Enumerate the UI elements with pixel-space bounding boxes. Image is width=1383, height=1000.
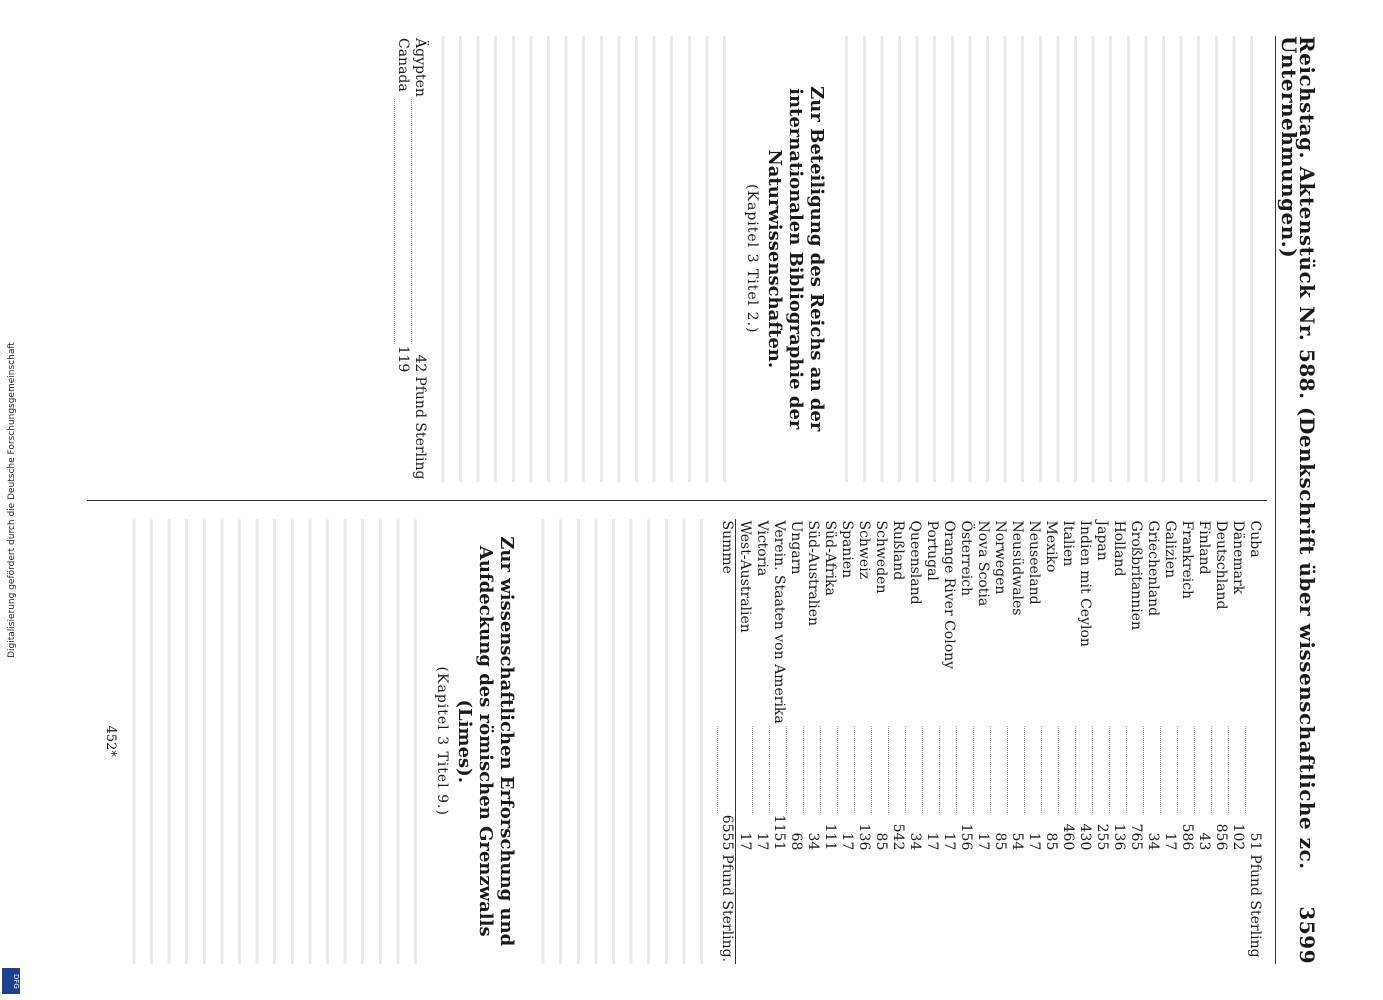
amount-cell: 156 (957, 823, 974, 851)
unreadable-body-text (434, 36, 734, 482)
signature-mark: 452* (102, 725, 118, 757)
column-divider (86, 500, 1266, 501)
leader-dots (1126, 726, 1143, 813)
amount-cell: 586 (1178, 823, 1195, 851)
country-cell: Ägypten (411, 38, 428, 97)
amount-cell: 102 (1229, 823, 1246, 851)
leader-dots (1228, 726, 1245, 813)
leader-dots (973, 726, 990, 813)
amount-row (939, 519, 956, 965)
amount-cell: 460 (1059, 823, 1076, 851)
unit-cell (1160, 852, 1177, 964)
amount-row (735, 519, 753, 965)
credit-text: Digitalisierung gefördert durch die Deutsche Forschungsgemeinschaft (7, 342, 17, 658)
amount-row (820, 519, 837, 965)
amount-cell: 34 (804, 832, 821, 851)
amount-cell: 255 (1093, 823, 1110, 851)
leader-dots (735, 726, 753, 813)
digitization-credit (0, 0, 24, 1000)
unit-cell (820, 852, 837, 964)
amount-cell: 17 (1025, 832, 1042, 851)
amount-row (769, 519, 786, 965)
section-title-bibliography: Zur Beteiligung des Reichs an der internationalen Bibliographie der Naturwissenschaften. (763, 86, 827, 432)
unit-cell: Pfund Sterling (1246, 854, 1263, 958)
amount-cell: 430 (1076, 823, 1093, 851)
leader-dots (411, 99, 428, 344)
leader-dots (922, 726, 939, 813)
leader-dots (888, 726, 905, 813)
unit-cell (956, 852, 973, 964)
leader-dots (1075, 726, 1092, 813)
unit-cell: Pfund Sterling (411, 376, 428, 480)
country-cell: Victoria (753, 520, 770, 577)
country-cell: Ungarn (787, 520, 804, 575)
unit-cell (1041, 852, 1058, 964)
unit-cell (803, 852, 820, 964)
amount-row (1092, 519, 1109, 965)
unit-cell (990, 852, 1007, 964)
amount-cell: 136 (855, 823, 872, 851)
amount-cell: 34 (906, 832, 923, 851)
country-cell: Deutschland (1212, 520, 1229, 610)
amount-cell: 17 (940, 832, 957, 851)
unit-cell (1228, 852, 1245, 964)
unit-cell (888, 852, 905, 964)
amount-cell: 542 (889, 823, 906, 851)
amount-row (1245, 519, 1262, 965)
chapter-ref-limes: (Kapitel 3 Titel 9.) (433, 666, 450, 816)
leader-dots (939, 726, 956, 813)
country-cell: Canada (394, 38, 411, 92)
amount-row (1109, 519, 1126, 965)
leader-dots (1177, 726, 1194, 813)
country-cell: Portugal (923, 520, 940, 581)
amount-row (1160, 519, 1177, 965)
country-cell: Rußland (889, 520, 906, 581)
unit-cell (1211, 852, 1228, 964)
amount-row (871, 519, 888, 965)
page-number: 3599 (1294, 906, 1319, 964)
amount-row (1007, 519, 1024, 965)
unit-cell (871, 852, 888, 964)
unit-cell (837, 852, 854, 964)
running-title: Reichstag. Aktenstück Nr. 588. (Denkschrift über wissenschaftliche zc. Unternehmungen.) (1276, 36, 1319, 870)
unit-cell (905, 852, 922, 964)
amount-cell: 17 (1161, 832, 1178, 851)
sum-row (717, 519, 735, 965)
country-cell: Orange River Colony (940, 520, 957, 670)
leader-dots (394, 99, 411, 344)
unit-cell (1092, 852, 1109, 964)
sum-unit: Pfund Sterling. (718, 854, 735, 962)
country-cell: Süd-Afrika (821, 520, 838, 596)
printed-page (47, 10, 1337, 990)
sum-value: 6555 (718, 814, 735, 851)
right-column (86, 519, 1266, 965)
country-cell: Spanien (838, 520, 855, 579)
country-cell: West-Australien (736, 520, 753, 633)
amount-row (1024, 519, 1041, 965)
country-cell: Süd-Australien (804, 520, 821, 627)
country-cell: Dänemark (1229, 520, 1246, 595)
amount-row (956, 519, 973, 965)
leader-dots (854, 726, 871, 813)
chapter-ref-bibliography: (Kapitel 3 Titel 2.) (743, 184, 760, 334)
unit-cell (1177, 852, 1194, 964)
leader-dots (1194, 726, 1211, 813)
amount-cell: 17 (923, 832, 940, 851)
unit-cell (1075, 852, 1092, 964)
amounts-table-left (393, 36, 428, 482)
country-cell: Galizien (1161, 520, 1178, 579)
sum-label: Summe (717, 519, 735, 726)
unit-cell (752, 852, 769, 964)
leader-dots (956, 726, 973, 813)
amount-cell: 85 (1042, 832, 1059, 851)
dfg-logo-icon: DFG (2, 968, 20, 994)
unit-cell (1024, 852, 1041, 964)
amount-row (1177, 519, 1194, 965)
amount-row (990, 519, 1007, 965)
leader-dots (837, 726, 854, 813)
amount-row (905, 519, 922, 965)
country-cell: Schweiz (855, 520, 872, 580)
amount-cell: 51 (1246, 832, 1263, 851)
country-cell: Großbritannien (1127, 520, 1144, 631)
amount-row (752, 519, 769, 965)
amount-row (1194, 519, 1211, 965)
unit-cell (939, 852, 956, 964)
amount-row (1075, 519, 1092, 965)
amount-cell: 17 (753, 832, 770, 851)
amount-row (837, 519, 854, 965)
leader-dots (871, 726, 888, 813)
amount-cell: 119 (394, 345, 411, 373)
country-cell: Norwegen (991, 520, 1008, 595)
leader-dots (1109, 726, 1126, 813)
amount-row (411, 36, 428, 482)
leader-dots (1092, 726, 1109, 813)
leader-dots (1024, 726, 1041, 813)
country-cell: Japan (1093, 520, 1110, 561)
amount-row (394, 36, 411, 482)
amounts-table-right (717, 519, 1263, 965)
amount-row (1228, 519, 1245, 965)
unreadable-body-text (531, 519, 711, 965)
amount-cell: 17 (736, 832, 753, 851)
unreadable-body-text (840, 36, 1260, 482)
leader-dots (786, 726, 803, 813)
unit-cell (394, 374, 411, 481)
country-cell: Schweden (872, 520, 889, 594)
country-cell: Griechenland (1144, 520, 1161, 617)
amount-cell: 136 (1110, 823, 1127, 851)
country-cell: Mexiko (1042, 520, 1059, 573)
country-cell: Italien (1059, 520, 1076, 567)
leader-dots (1143, 726, 1160, 813)
amount-cell: 43 (1195, 832, 1212, 851)
country-cell: Finland (1195, 520, 1212, 575)
amount-row (1041, 519, 1058, 965)
unit-cell (922, 852, 939, 964)
amount-cell: 111 (821, 823, 838, 851)
leader-dots (1211, 726, 1228, 813)
unit-cell (1126, 852, 1143, 964)
leader-dots (820, 726, 837, 813)
unit-cell (1109, 852, 1126, 964)
leader-dots (752, 726, 769, 813)
country-cell: Nova Scotia (974, 520, 991, 607)
amount-row (888, 519, 905, 965)
leader-dots (1007, 726, 1024, 813)
amount-cell: 54 (1008, 832, 1025, 851)
unit-cell (769, 852, 786, 964)
unit-cell (1007, 852, 1024, 964)
leader-dots (1245, 726, 1262, 813)
leader-dots (803, 726, 820, 813)
unit-cell (1143, 852, 1160, 964)
country-cell: Cuba (1246, 520, 1263, 558)
leader-dots (717, 726, 735, 813)
left-column (86, 36, 1266, 482)
amount-row (854, 519, 871, 965)
country-cell: Frankreich (1178, 520, 1195, 600)
amount-cell: 1151 (770, 814, 787, 851)
leader-dots (990, 726, 1007, 813)
amount-cell: 34 (1144, 832, 1161, 851)
leader-dots (1160, 726, 1177, 813)
country-cell: Queensland (906, 520, 923, 605)
leader-dots (769, 726, 786, 813)
country-cell: Österreich (957, 520, 974, 597)
unit-cell (1194, 852, 1211, 964)
amount-row (973, 519, 990, 965)
unit-cell (786, 852, 803, 964)
amount-row (803, 519, 820, 965)
amount-cell: 68 (787, 832, 804, 851)
leader-dots (1058, 726, 1075, 813)
amount-cell: 17 (974, 832, 991, 851)
unit-cell (735, 852, 753, 964)
leader-dots (905, 726, 922, 813)
amount-cell: 17 (838, 832, 855, 851)
amount-row (1143, 519, 1160, 965)
amount-row (1211, 519, 1228, 965)
amount-row (786, 519, 803, 965)
amount-cell: 85 (991, 832, 1008, 851)
unit-cell (854, 852, 871, 964)
unreadable-body-text (124, 519, 424, 965)
amount-row (1126, 519, 1143, 965)
country-cell: Neusüdwales (1008, 520, 1025, 616)
amount-cell: 856 (1212, 823, 1229, 851)
unit-cell (973, 852, 990, 964)
amount-cell: 85 (872, 832, 889, 851)
leader-dots (1041, 726, 1058, 813)
page-header (1274, 36, 1319, 964)
country-cell: Verein. Staaten von Amerika (770, 520, 787, 724)
amount-cell: 765 (1127, 823, 1144, 851)
section-title-limes: Zur wissenschaftlichen Erforschung und Aufdeckung des römischen Grenzwalls (Limes). (453, 536, 517, 947)
amount-cell: 42 (411, 354, 428, 373)
amount-row (1058, 519, 1075, 965)
country-cell: Indien mit Ceylon (1076, 520, 1093, 647)
amount-row (922, 519, 939, 965)
country-cell: Holland (1110, 520, 1127, 577)
unit-cell (1058, 852, 1075, 964)
country-cell: Neuseeland (1025, 520, 1042, 605)
